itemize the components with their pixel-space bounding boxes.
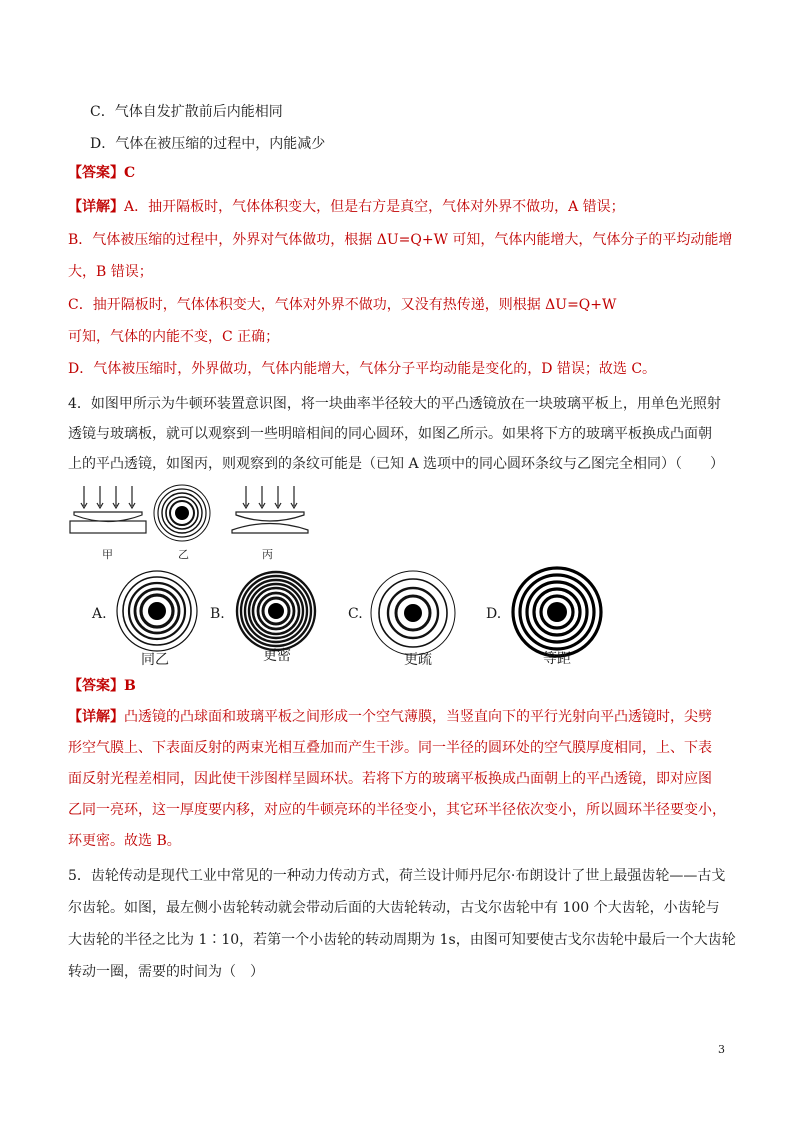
- option-d-rings: [510, 565, 604, 659]
- explanation-3-line-3: 大，B 错误；: [68, 264, 153, 280]
- figure-label-bing: 丙: [262, 548, 273, 561]
- figure-jia-lens-on-flat-plate: [68, 484, 148, 544]
- answer-value: C: [124, 165, 136, 181]
- option-a-caption: 同乙: [141, 652, 169, 668]
- explanation-3-line-2: B．气体被压缩的过程中，外界对气体做功，根据 ΔU=Q+W 可知，气体内能增大，气体分子的平均动能增: [68, 232, 733, 248]
- answer-tag: 【答案】: [68, 678, 124, 694]
- explanation-4-line-1: [68, 707, 712, 727]
- option-a-label: A.: [92, 606, 107, 622]
- option-c-text: C．气体自发扩散前后内能相同: [90, 104, 283, 120]
- question-5-line-2: 尔齿轮。如图，最左侧小齿轮转动就会带动后面的大齿轮转动，古戈尔齿轮中有 100 个大齿轮，小齿轮与: [68, 900, 720, 916]
- option-b-rings: [234, 569, 318, 653]
- answer-tag: 【答案】: [68, 165, 124, 181]
- question-5-line-1: 5．齿轮传动是现代工业中常见的一种动力传动方式，荷兰设计师丹尼尔·布朗设计了世上最强齿轮——古戈: [68, 868, 726, 884]
- option-b-caption: 更密: [263, 648, 291, 664]
- explanation-3-line-6: D．气体被压缩时，外界做功，气体内能增大，气体分子平均动能是变化的，D 错误；故选 C。: [68, 361, 657, 377]
- option-d-caption: 等距: [543, 651, 571, 667]
- explanation-3-line-5: 可知，气体的内能不变，C 正确；: [68, 329, 280, 345]
- explanation-4-line-3: 面反射光程差相同，因此使干涉图样呈圆环状。若将下方的玻璃平板换成凸面朝上的平凸透镜，即对应图: [68, 771, 712, 787]
- answer-value: B: [124, 678, 136, 694]
- figure-label-yi: 乙: [178, 548, 189, 561]
- explanation-text: A．抽开隔板时，气体体积变大，但是右方是真空，气体对外界不做功，A 错误；: [124, 199, 625, 215]
- figure-bing-lens-on-convex-lens: [230, 484, 310, 544]
- explanation-4-line-2: 形空气膜上、下表面反射的两束光相互叠加而产生干涉。同一半径的圆环处的空气膜厚度相同，上、下表: [68, 740, 712, 756]
- explanation-3-line-1: [68, 197, 625, 217]
- question-4-line-1: 4．如图甲所示为牛顿环装置意识图，将一块曲率半径较大的平凸透镜放在一块玻璃平板上，用单色光照射: [68, 396, 721, 412]
- question-5-line-4: 转动一圈，需要的时间为（ ）: [68, 964, 264, 980]
- option-c-label: C.: [348, 606, 363, 622]
- page-number: 3: [718, 1043, 725, 1056]
- figure-label-jia: 甲: [102, 548, 113, 561]
- option-d-label: D.: [486, 606, 502, 622]
- answer-4: [68, 676, 136, 696]
- explanation-tag: 【详解】: [68, 199, 124, 215]
- explanation-tag: 【详解】: [68, 709, 124, 725]
- figure-yi-newton-rings: [152, 483, 212, 543]
- explanation-text: 凸透镜的凸球面和玻璃平板之间形成一个空气薄膜，当竖直向下的平行光射向平凸透镜时，尖劈: [124, 709, 712, 725]
- explanation-3-line-4: C．抽开隔板时，气体体积变大，气体对外界不做功，又没有热传递，则根据 ΔU=Q+W: [68, 297, 617, 313]
- question-4-line-2: 透镜与玻璃板，就可以观察到一些明暗相间的同心圆环，如图乙所示。如果将下方的玻璃平板换成凸面朝: [68, 426, 712, 442]
- answer-3: [68, 163, 135, 183]
- option-c-caption: 更疏: [404, 652, 432, 668]
- question-4-line-3: 上的平凸透镜，如图丙，则观察到的条纹可能是（已知 A 选项中的同心圆环条纹与乙图完全相同）（ ）: [68, 456, 725, 472]
- explanation-4-line-4: 乙同一亮环，这一厚度要内移，对应的牛顿亮环的半径变小，其它环半径依次变小，所以圆环半径要变小，: [68, 802, 726, 818]
- option-b-label: B.: [210, 606, 225, 622]
- explanation-4-line-5: 环更密。故选 B。: [68, 833, 181, 849]
- question-5-line-3: 大齿轮的半径之比为 1∶10，若第一个小齿轮的转动周期为 1s，由图可知要使古戈尔齿轮中最后一个大齿轮: [68, 932, 736, 948]
- option-a-rings: [115, 569, 199, 653]
- option-c-rings: [369, 569, 457, 657]
- option-d-text: D．气体在被压缩的过程中，内能减少: [90, 136, 326, 152]
